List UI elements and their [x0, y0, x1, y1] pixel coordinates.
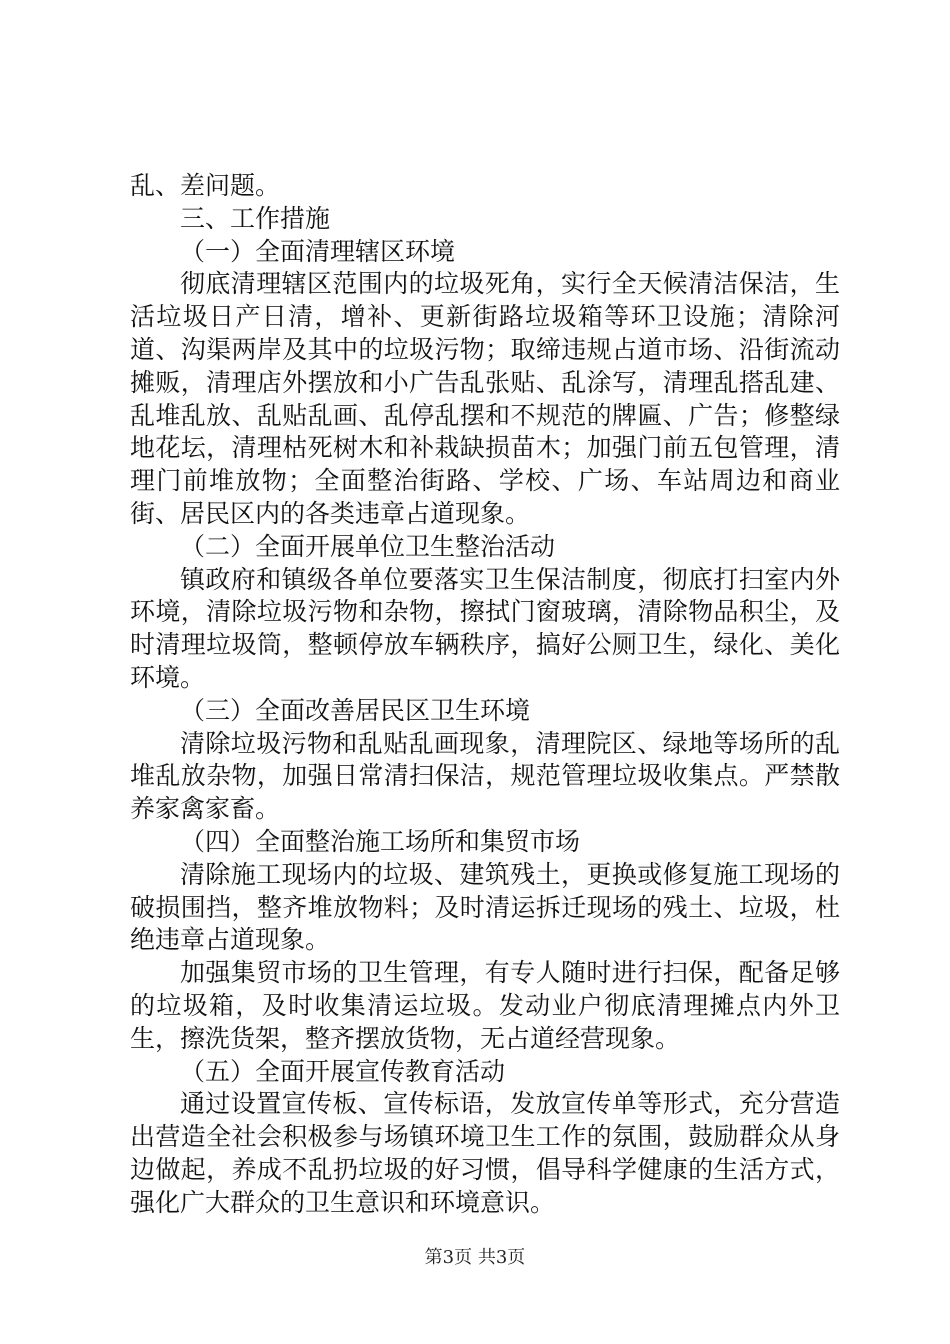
paragraph-4a: 清除施工现场内的垃圾、建筑残土，更换或修复施工现场的破损围挡，整齐堆放物料；及时清运拆迁现场的残土、垃圾，杜绝违章占道现象。: [130, 859, 840, 955]
paragraph-4b: 加强集贸市场的卫生管理，有专人随时进行扫保，配备足够的垃圾箱，及时收集清运垃圾。发动业户彻底清理摊点内外卫生，擦洗货架，整齐摆放货物，无占道经营现象。: [130, 958, 840, 1053]
paragraph-3: 清除垃圾污物和乱贴乱画现象，清理院区、绿地等场所的乱堆乱放杂物，加强日常清扫保洁，规范管理垃圾收集点。严禁散养家禽家畜。: [130, 728, 840, 824]
subheading-3: （三）全面改善居民区卫生环境: [180, 695, 531, 725]
subheading-1: （一）全面清理辖区环境: [180, 236, 456, 266]
subheading-2: （二）全面开展单位卫生整治活动: [180, 531, 556, 561]
subheading-4: （四）全面整治施工场所和集贸市场: [180, 826, 581, 856]
page-number-footer: 第3页 共3页: [424, 1247, 526, 1268]
section-heading-measures: 三、工作措施: [180, 203, 331, 233]
paragraph-continuation: 乱、差问题。: [130, 171, 281, 200]
paragraph-2: 镇政府和镇级各单位要落实卫生保洁制度，彻底打扫室内外环境，清除垃圾污物和杂物，擦拭门窗玻璃，清除物品积尘，及时清理垃圾筒，整顿停放车辆秩序，搞好公厕卫生，绿化、美化环境。: [130, 564, 840, 692]
paragraph-1: 彻底清理辖区范围内的垃圾死角，实行全天候清洁保洁，生活垃圾日产日清，增补、更新街路垃圾箱等环卫设施；清除河道、沟渠两岸及其中的垃圾污物；取缔违规占道市场、沿街流动摊贩，清理店外摆放和小广告乱张贴、乱涂写，清理乱搭乱建、乱堆乱放、乱贴乱画、乱停乱摆和不规范的牌匾、广告；修整绿地花坛，清理枯死树木和补栽缺损苗木；加强门前五包管理，清理门前堆放物；全面整治街路、学校、广场、车站周边和商业街、居民区内的各类违章占道现象。: [130, 269, 840, 528]
paragraph-5: 通过设置宣传板、宣传标语，发放宣传单等形式，充分营造出营造全社会积极参与场镇环境卫生工作的氛围，鼓励群众从身边做起，养成不乱扔垃圾的好习惯，倡导科学健康的生活方式，强化广大群众的卫生意识和环境意识。: [130, 1089, 840, 1217]
document-body: [130, 170, 840, 1220]
subheading-5: （五）全面开展宣传教育活动: [180, 1056, 506, 1086]
